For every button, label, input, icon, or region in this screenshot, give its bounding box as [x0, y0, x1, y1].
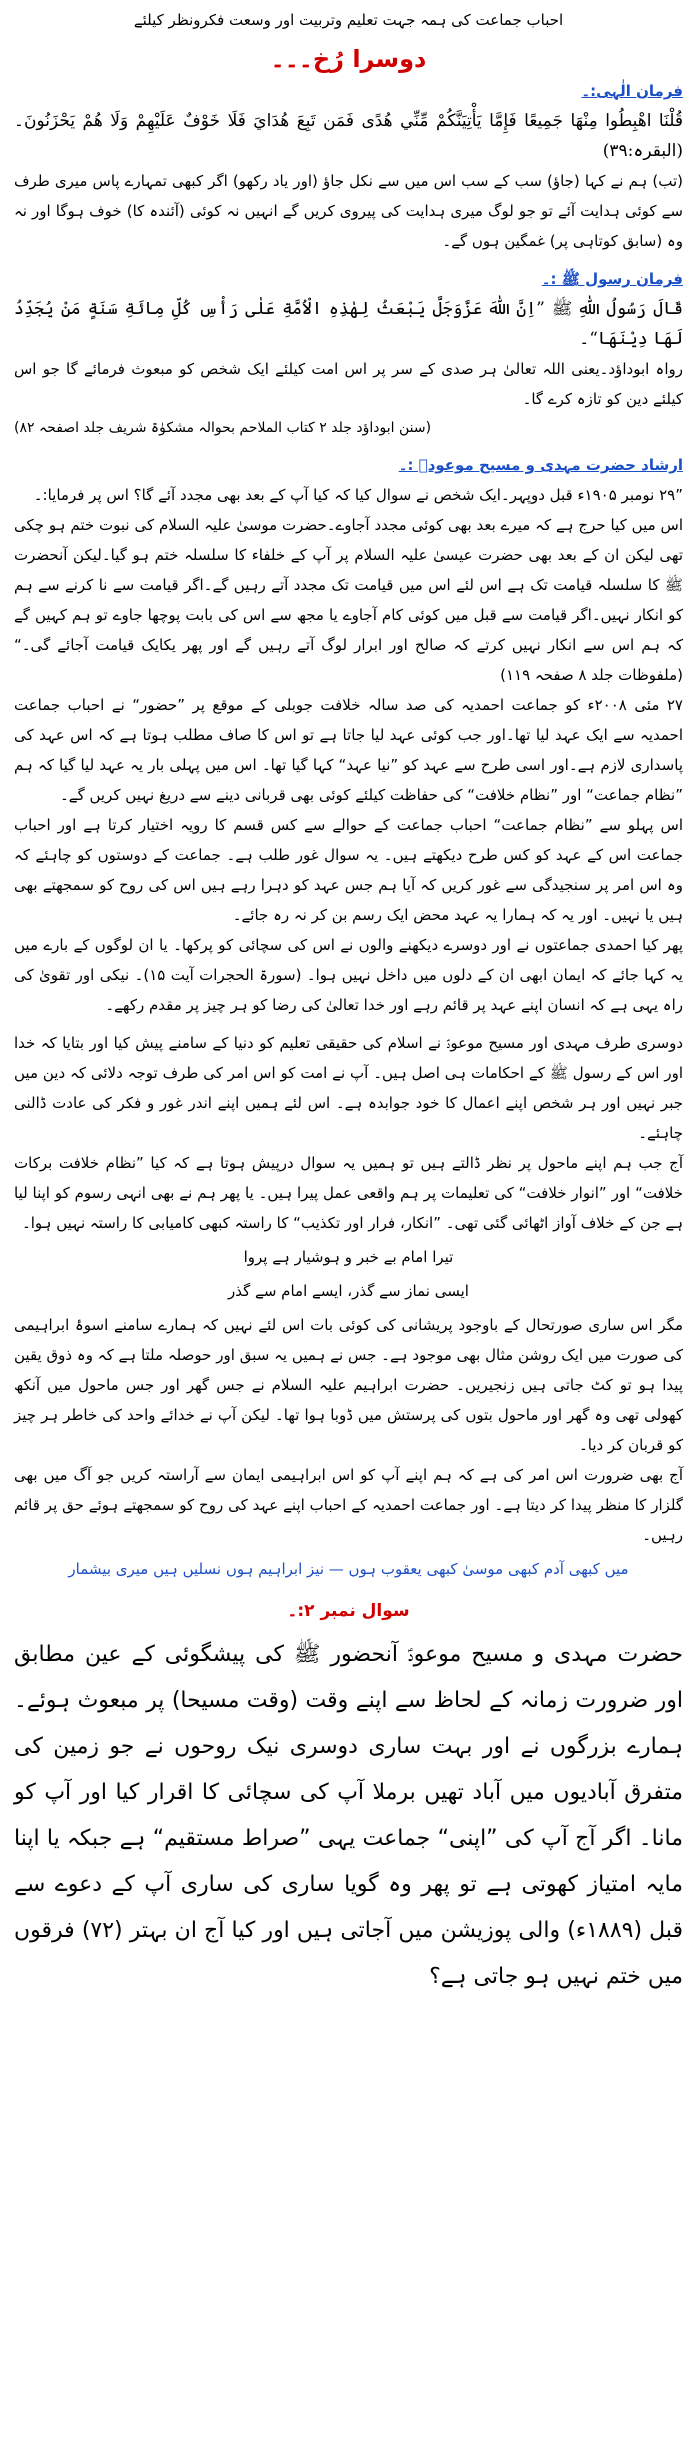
- poem-line: تیرا امام بے خبر و ہوشیار ہے پروا: [243, 1248, 454, 1266]
- section-label-quran: فرمان الٰہی:۔: [581, 82, 683, 100]
- ibrahim-paragraph: مگر اس ساری صورتحال کے باوجود پریشانی کی کوئی بات اس لئے نہیں کہ ہمارے سامنے اسوۂ ابراہیمی کی صورت میں ایک روشن مثال بھی موجود ہے۔ جس نے ہمیں یہ سبق اور حوصلہ ملتا ہے کہ وہ ذوق یقین پیدا ہو تو کٹ جاتی ہیں زنجیریں۔ حضرت ابراہیم علیہ السلام نے جس گھر اور جس ماحول میں آنکھ کھولی تھی وہ گھر اور ماحول بتوں کی پرستش میں ڈوبا ہوا تھا۔ لیکن آپ نے خدائے واحد کی خاطر ہر چیز کو قربان کر دیا۔: [14, 1316, 683, 1454]
- quran-translation: (تب) ہم نے کہا (جاؤ) سب کے سب اس میں سے نکل جاؤ (اور یاد رکھو) اگر کبھی تمہارے پاس میری طرف سے کوئی ہدایت آئے تو جو لوگ میری ہدایت کی پیروی کریں گے انہیں نہ کوئی (آئندہ کا) خوف ہوگا اور نہ وہ (سابق کوتاہی پر) غمگین ہوں گے۔: [14, 172, 683, 250]
- irshad-paragraph: اس میں کیا حرج ہے کہ میرے بعد بھی کوئی مجدد آجاوے۔حضرت موسیٰ علیہ السلام کی نبوت ختم ہو چکی تھی لیکن ان کے بعد بھی حضرت عیسیٰ علیہ السلام پر آپ کے خلفاء کا سلسلہ ختم ہو گیا۔لیکن آنحضرت ﷺ کا سلسلہ قیامت تک ہے اس لئے اس میں قیامت تک مجدد آتے رہیں گے۔اگر قیامت سے نا کرنے سے ہم کو انکار نہیں۔اگر قیامت سے قبل میں کوئی کام آجاوے یا مجھ سے اس کی بابت پوچھا جاوے تو ہم کہیں گے کہ ہم اس سے انکار نہیں کرتے کہ صالح اور ابرار لوگ آتے رہیں گے اور پھر یکایک قیامت آجائے گی۔“ (ملفوظات جلد ۸ صفحہ ۱۱۹): [14, 516, 683, 684]
- hadith-translation: رواہ ابوداؤد۔یعنی اللہ تعالیٰ ہر صدی کے سر پر اس امت کیلئے ایک شخص کو مبعوث فرمائے گا جو اس کیلئے دین کو تازہ کرے گا۔: [14, 360, 683, 408]
- question-label: سوال نمبر ۲:۔: [287, 1601, 410, 1621]
- section-irshad: [14, 450, 683, 1020]
- section-hadith: [14, 264, 683, 442]
- irshad-paragraph: اس پہلو سے ”نظام جماعت“ احباب جماعت کے حوالے سے کس قسم کا رویہ اختیار کرتا ہے اور احباب جماعت اس کے عہد کو کس طرح دیکھتے ہیں۔ یہ سوال غور طلب ہے۔ جماعت کے دوستوں کو چاہئے کہ وہ اس امر پر سنجیدگی سے غور کریں کہ آیا ہم جس عہد کو دہرا رہے ہیں اس کی روح کو سمجھتے بھی ہیں یا نہیں۔ اور یہ کہ ہمارا یہ عہد محض ایک رسم بن کر نہ رہ جائے۔: [14, 816, 683, 924]
- section-discussion: [14, 1028, 683, 1306]
- question-body: حضرت مہدی و مسیح موعودؑ آنحضور ﷺ کی پیشگوئی کے عین مطابق اور ضرورت زمانہ کے لحاظ سے اپنے وقت (وقت مسیحا) پر مبعوث ہوئے۔ ہمارے بزرگوں نے اور بہت ساری دوسری نیک روحوں نے جو زمین کی متفرق آبادیوں میں آباد تھیں برملا آپ کی سچائی کا اقرار کیا اور آپ کو مانا۔ اگر آج آپ کی ”اپنی“ جماعت یہی ”صراط مستقیم“ ہے جبکہ یا اپنا مایہ امتیاز کھوتی ہے تو پھر وہ گویا ساری کی ساری آپ کے دعوے سے قبل (۱۸۸۹ء) والی پوزیشن میں آجاتی ہیں اور کیا آج ان بہتر (۷۲) فرقوں میں ختم نہیں ہو جاتی ہے؟: [14, 1642, 683, 1989]
- page-header: احباب جماعت کی ہمہ جہت تعلیم وتربیت اور وسعت فکرونظر کیلئے: [133, 11, 564, 29]
- section-question: [14, 1632, 683, 2000]
- headline: دوسرا رُخ۔۔۔: [270, 45, 427, 73]
- ibrahim-paragraph: آج بھی ضرورت اس امر کی ہے کہ ہم اپنے آپ کو اس ابراہیمی ایمان سے آراستہ کریں جو آگ میں بھی گلزار کا منظر پیدا کر دیتا ہے۔ اور جماعت احمدیہ کے احباب اپنے عہد کی روح کو سمجھتے ہوئے حق پر قائم رہیں۔: [14, 1466, 683, 1544]
- section-quran: [14, 76, 683, 256]
- section-label-irshad: ارشاد حضرت مہدی و مسیح موعودؑ :۔: [398, 456, 683, 474]
- hadith-citation: (سنن ابوداؤد جلد ۲ کتاب الملاحم بحوالہ مشکوٰۃ شریف جلد اصفحہ ۸۲): [14, 420, 432, 436]
- hadith-text: قَالَ رَسُولُ اللّٰهِ ﷺ ”اِنَّ اللّٰهَ عَزَّوَجَلَّ يَبْعَثُ لِهٰذِهِ الْاُمَّةِ عَلٰى رَأْسِ كُلِّ مِائَةِ سَنَةٍ مَنْ يُجَدِّدُ لَهَا دِيْنَهَا“۔: [14, 299, 683, 349]
- section-label-hadith: فرمان رسول ﷺ :۔: [541, 270, 683, 288]
- poem-line: ایسی نماز سے گذر، ایسے امام سے گذر: [228, 1282, 469, 1300]
- irshad-paragraph: ”۲۹ نومبر ۱۹۰۵ء قبل دوپہر۔ایک شخص نے سوال کیا کہ کیا آپ کے بعد بھی مجدد آئے گا؟ اس پر فرمایا:۔: [33, 486, 683, 504]
- quran-verse: قُلْنَا اهْبِطُوا مِنْهَا جَمِيعًا فَإِمَّا يَأْتِيَنَّكُمْ مِّنِّي هُدًى فَمَن تَبِعَ هُدَايَ فَلَا خَوْفٌ عَلَيْهِمْ وَلَا هُمْ يَحْزَنُونَ۔ (البقرہ:۳۹): [14, 111, 683, 161]
- discussion-paragraph: آج جب ہم اپنے ماحول پر نظر ڈالتے ہیں تو ہمیں یہ سوال درپیش ہوتا ہے کہ کیا ”نظام خلافت برکات خلافت“ اور ”انوار خلافت“ کی تعلیمات پر ہم واقعی عمل پیرا ہیں۔ یا پھر ہم نے بھی انہی رسوم کو اپنا لیا ہے جن کے خلاف آواز اٹھائی گئی تھی۔ ”انکار، فرار اور تکذیب“ کا راستہ کبھی کامیابی کا راستہ نہیں ہوا۔: [14, 1154, 683, 1232]
- irshad-paragraph: ۲۷ مئی ۲۰۰۸ء کو جماعت احمدیہ کی صد سالہ خلافت جوبلی کے موقع پر ”حضور“ نے احباب جماعت احمدیہ سے ایک عہد لیا تھا۔اور جب کوئی عہد لیا جاتا ہے تو اس کا صاف مطلب ہوتا ہے کہ اس عہد کی پاسداری لازم ہے۔اور اسی طرح سے عہد کو ”نیا عہد“ کہا گیا تھا۔ اس میں پہلی بار یہ عہد لیا گیا کہ ہم ”نظام جماعت“ اور ”نظام خلافت“ کی حفاظت کیلئے کوئی بھی قربانی دینے سے دریغ نہیں کریں گے۔: [14, 696, 683, 804]
- irshad-paragraph: پھر کیا احمدی جماعتوں نے اور دوسرے دیکھنے والوں نے اس کی سچائی کو پرکھا۔ یا ان لوگوں کے بارے میں یہ کہا جائے کہ ایمان ابھی ان کے دلوں میں داخل نہیں ہوا۔ (سورۃ الحجرات آیت ۱۵)۔ نیکی اور تقویٰ کی راہ یہی ہے کہ انسان اپنے عہد پر قائم رہے اور خدا تعالیٰ کی رضا کو ہر چیز پر مقدم رکھے۔: [14, 936, 683, 1014]
- discussion-paragraph: دوسری طرف مہدی اور مسیح موعودؑ نے اسلام کی حقیقی تعلیم کو دنیا کے سامنے پیش کیا اور بتایا کہ خدا اور اس کے رسول ﷺ کے احکامات ہی اصل ہیں۔ آپ نے امت کو اس امر کی طرف توجہ دلائی کہ دین میں جبر نہیں اور ہر شخص اپنے اعمال کا خود جوابدہ ہے۔ اس لئے ہمیں اپنے اندر غور و فکر کی عادت ڈالنی چاہئے۔: [14, 1034, 683, 1142]
- closing-verse: میں کبھی آدم کبھی موسیٰ کبھی یعقوب ہوں — نیز ابراہیم ہوں نسلیں ہیں میری بیشمار: [68, 1560, 629, 1578]
- section-ibrahim: [14, 1310, 683, 1584]
